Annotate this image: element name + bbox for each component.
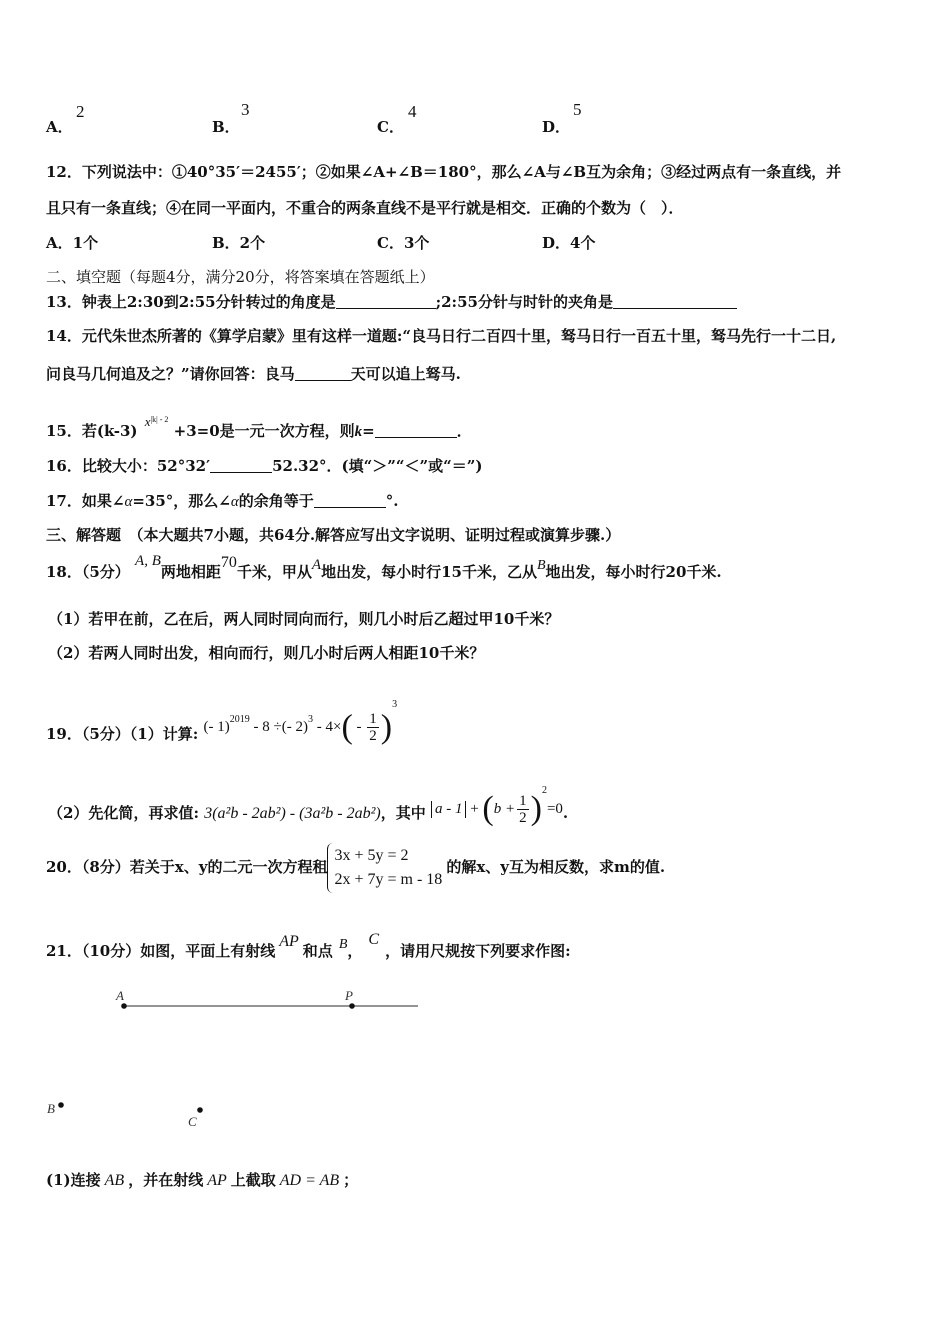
q21-comma: ， [347, 942, 363, 960]
q17-mid1: =35°，那么∠ [132, 492, 231, 510]
q21-t1: 和点 [302, 942, 333, 960]
q19-expression: (- 1)$^{2019}$ - 8 ÷(- 2)$^3$ - 4×( - $\frac{1}{2}$ )$^3$ [203, 699, 398, 746]
q18-t3: 地出发，每小时行15千米，乙从 [321, 563, 537, 581]
q12-option-a: A．1个 [46, 234, 99, 252]
q19-sub2-abs: a - 1 [431, 801, 467, 818]
q19-sub2-paren-right: ) [530, 790, 542, 827]
q18-a: A [311, 557, 322, 573]
q21-sub1-ap: AP [207, 1172, 227, 1189]
q19-sub2-end: . [562, 804, 569, 822]
point-a [121, 1003, 127, 1009]
q11-option-a-value: 2 [76, 102, 85, 121]
point-c [197, 1107, 203, 1113]
q21-t2: ，请用尺规按下列要求作图: [385, 942, 571, 960]
q12-option-c: C．3个 [377, 234, 430, 252]
q19-sub2-prefix: （2）先化简，再求值: [48, 804, 199, 822]
q12-line2: 且只有一条直线；④在同一平面内，不重合的两条直线不是平行就是相交．正确的个数为（ ）． [46, 199, 684, 217]
point-p [349, 1003, 355, 1009]
q21-sub1-a: (1)连接 [46, 1171, 101, 1189]
q21-sub1-c: 上截取 [230, 1171, 276, 1189]
q19-prefix: 19．（5分）（1）计算: [46, 725, 199, 743]
q19-frac-num: 1 [369, 711, 377, 728]
q21-sub1-eq: AD = AB [279, 1172, 340, 1189]
q19-frac-den: 2 [369, 728, 377, 745]
q19-expr-b: - 8 ÷(- 2) [249, 719, 308, 735]
q19-expr-a: (- 1) [203, 719, 230, 735]
q14-text1: 问良马几何追及之？”请你回答：良马 [46, 365, 295, 383]
q11-option-d-letter: D． [542, 118, 571, 136]
q18-prefix: 18．（5分） [46, 563, 130, 581]
q15-eq: = [362, 422, 375, 440]
q13-text2: ;2:55分针与时针的夹角是 [435, 293, 613, 311]
label-c: C [188, 1114, 197, 1129]
q18-sub2: （2）若两人同时出发，相向而行，则几小时后两人相距10千米？ [48, 644, 485, 662]
q21-sub1-ab: AB [104, 1172, 125, 1189]
q17-alpha: α [124, 494, 133, 510]
q21-prefix: 21．（10分）如图，平面上有射线 [46, 942, 276, 960]
q17-end: °. [385, 492, 399, 510]
q19-sub2-mid: ，其中 [380, 804, 426, 822]
q11-option-c-value: 4 [408, 102, 417, 121]
q21-sub1 [46, 1170, 358, 1191]
q21-ap: AP [279, 933, 299, 950]
label-b: B [47, 1101, 55, 1116]
q15-k: k [354, 424, 363, 440]
q19-sub2-eq: =0 [546, 801, 563, 817]
q15-end: ． [456, 422, 472, 440]
q18-t4: 地出发，每小时行20千米. [545, 563, 722, 581]
q19-paren-left: ( [341, 708, 353, 746]
q17-prefix: 17．如果∠ [46, 492, 125, 510]
q11-option-b-value: 3 [241, 100, 250, 119]
q13-text1: 13．钟表上2:30到2:55分针转过的角度是 [46, 293, 336, 311]
q14-text2: 天可以追上驽马. [350, 365, 461, 383]
q15-x: x [144, 414, 151, 429]
q18-distance: 70 [220, 554, 237, 571]
q18-t1: 两地相距 [160, 563, 221, 581]
section2-heading: 二、填空题（每题4分，满分20分，将答案填在答题纸上） [46, 268, 435, 286]
q21-c: C [368, 931, 380, 948]
q19-sub2-square: 2 [541, 785, 547, 796]
q15-prefix: 15．若(k-3) [46, 422, 138, 440]
q15-mid: +3=0是一元一次方程，则 [173, 422, 355, 440]
q19-exp2019: 2019 [229, 714, 250, 725]
q19-expr-c: - 4× [313, 719, 342, 735]
q15-exponent: |k| - 2 [150, 415, 169, 424]
q20-eq1: 3x + 5y = 2 [334, 847, 409, 864]
q16-suffix: 52.32°．(填“＞”“＜”或“＝”) [272, 457, 483, 475]
q19-sub2-b: b + [493, 801, 516, 817]
q17-mid2: 的余角等于 [238, 492, 314, 510]
q19-sub2-condition: a - 1 + (b + $\frac{1}{2}$ )$^2$=0 [431, 799, 563, 817]
q19-sub2-expression: 3(a²b - 2ab²) - (3a²b - 2ab²) [204, 805, 381, 822]
label-p: P [345, 988, 353, 1003]
q21-sub1-b: ，并在射线 [128, 1171, 204, 1189]
q12-line1: 12．下列说法中：①40°35′＝2455′；②如果∠A+∠B＝180°，那么∠A与∠B互为余角；③经过两点有一条直线，并 [46, 163, 842, 181]
q21-b: B [338, 937, 348, 952]
q20-prefix: 20．（8分）若关于x、y的二元一次方程租 [46, 858, 328, 876]
q17-alpha2: α [230, 494, 239, 510]
q16-prefix: 16．比较大小：52°32′ [46, 457, 211, 475]
q11-option-c-letter: C． [377, 118, 404, 136]
q18-b: B [536, 558, 546, 573]
q18-ab: A, B [135, 553, 161, 569]
q19-sub2-paren-left: ( [482, 790, 494, 827]
q12-option-d: D．4个 [542, 234, 596, 252]
q19-exp3: 3 [308, 714, 313, 725]
q18-t2: 千米，甲从 [236, 563, 312, 581]
q18-sub1: （1）若甲在前，乙在后，两人同时同向而行，则几小时后乙超过甲10千米？ [48, 610, 560, 628]
q21-sub1-end: ； [343, 1171, 359, 1189]
q19-sub2-frac-num: 1 [519, 792, 527, 809]
q11-option-b-letter: B． [212, 118, 240, 136]
q20-eq2: 2x + 7y = m - 18 [334, 871, 443, 888]
label-a: A [116, 988, 124, 1003]
q19-sub2-frac-den: 2 [519, 809, 527, 826]
q11-option-d-value: 5 [573, 100, 582, 119]
section3-heading: 三、解答题 （本大题共7小题，共64分.解答应写出文字说明、证明过程或演算步骤.） [46, 526, 621, 544]
q20-suffix: 的解x、y互为相反数，求m的值. [446, 858, 666, 876]
q12-option-b: B．2个 [212, 234, 266, 252]
point-b [58, 1102, 64, 1108]
q11-option-a-letter: A． [46, 118, 73, 136]
q14-line1: 14．元代朱世杰所著的《算学启蒙》里有这样一道题:“良马日行二百四十里，驽马日行一百五十里，驽马先行一十二日, [46, 327, 837, 345]
q19-exp-outer: 3 [392, 699, 398, 710]
q19-paren-right: ) [380, 708, 393, 746]
